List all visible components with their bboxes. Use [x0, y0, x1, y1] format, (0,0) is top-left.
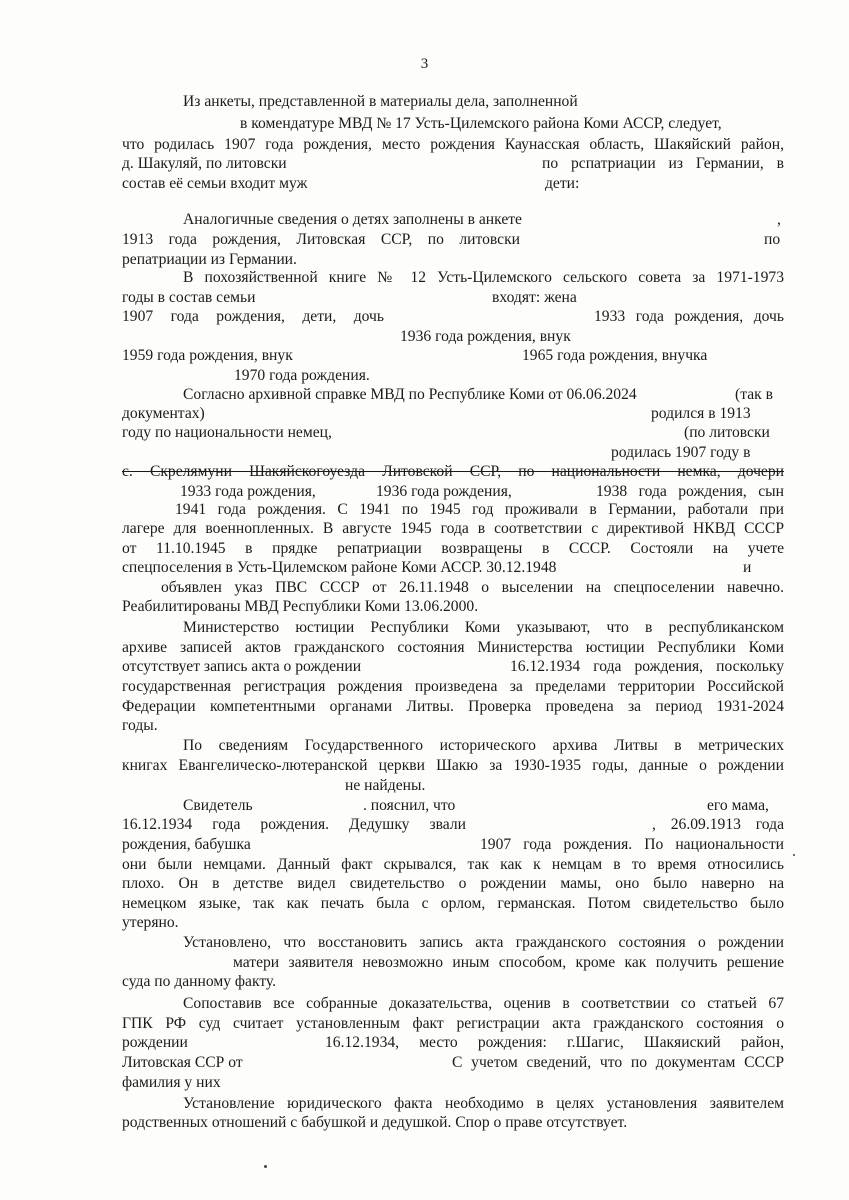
text-line: 1933 года рождения, дочь [594, 308, 784, 325]
text-line: . пояснил, что [363, 797, 456, 814]
text-line: утеряно. [122, 914, 179, 931]
text-line: (по литовски [684, 424, 770, 441]
text-line: по [764, 231, 781, 248]
text-line: книгах Евангелическо-лютеранской церкви Шакю за 1930-1935 годы, данные о рождении [122, 757, 784, 774]
text-line: с. Скрелямуни Шакяйскогоуезда Литовской ССР, по национальности немка, дочери [122, 463, 784, 480]
text-line: , 26.09.1913 года [652, 816, 784, 833]
text-line: архиве записей актов гражданского состояния Министерства юстиции Республики Коми [122, 639, 784, 656]
text-line: отсутствует запись акта о рождении [122, 658, 362, 675]
text-line: 1938 года рождения, сын [596, 483, 784, 500]
text-line: спецпоселения в Усть-Цилемском районе Коми АССР. 30.12.1948 [122, 559, 557, 576]
text-line: Сопоставив все собранные доказательства, оценив в соответствии со статьей 67 [183, 995, 784, 1012]
text-line: родился в 1913 [651, 405, 751, 422]
text-line: рождении [122, 1034, 188, 1051]
text-line: входят: жена [492, 289, 577, 306]
text-line: государственная регистрация рождения произведена за пределами территории Российской [122, 678, 784, 695]
text-line: его мама, [707, 797, 769, 814]
text-line: немецком языке, так как печать была с орлом, германская. Потом свидетельство было [122, 895, 784, 912]
text-line: рождения, бабушка [122, 836, 251, 853]
text-line: они были немцами. Данный факт скрывался, так как к немцам в то время относились [122, 856, 784, 873]
text-line: дети: [545, 175, 580, 192]
text-line: Реабилитированы МВД Республики Коми 13.06.2000. [122, 598, 479, 615]
text-line: суда по данному факту. [122, 973, 277, 990]
text-line: 1970 года рождения. [234, 367, 370, 384]
text-line: Министерство юстиции Республики Коми указывают, что в республиканском [183, 619, 784, 636]
text-line: в комендатуре МВД № 17 Усть-Цилемского района Коми АССР, следует, [240, 115, 722, 132]
text-line: ГПК РФ суд считает установленным факт регистрации акта гражданского состояния о [122, 1015, 784, 1032]
text-line: году по национальности немец, [122, 424, 332, 441]
text-line: Установлено, что восстановить запись акта гражданского состояния о рождении [183, 934, 784, 951]
text-line: (так в [735, 386, 773, 403]
text-line: По сведениям Государственного исторического архива Литвы в метрических [183, 737, 784, 754]
text-line: д. Шакуляй, по литовски [122, 155, 287, 172]
text-line: 16.12.1934 года рождения. Дедушку звали [122, 816, 466, 833]
text-line: не найдены. [345, 777, 426, 794]
text-line: 1959 года рождения, внук [122, 347, 293, 364]
scan-speck [264, 1165, 267, 1168]
text-line: Установление юридического факта необходимо в целях установления заявителем [183, 1095, 784, 1112]
text-line: фамилия у них [122, 1074, 221, 1091]
text-line: по рспатриации из Германии, в [542, 155, 784, 172]
text-line: что родилась 1907 года рождения, место рождения Каунасская область, Шакяйский район, [122, 136, 784, 153]
text-line: 1965 года рождения, внучка [522, 347, 708, 364]
text-line: С учетом сведений, что по документам СССР [452, 1054, 784, 1071]
text-line: Федерации компетентными органами Литвы. Проверка проведена за период 1931-2024 [122, 698, 784, 715]
text-line: матери заявителя невозможно иным способом, кроме как получить решение [233, 954, 784, 971]
page-number: 3 [420, 56, 429, 72]
text-line: и [743, 559, 752, 576]
text-line: годы в состав семьи [122, 289, 256, 306]
text-line: 1907 года рождения, дети, дочь [122, 308, 384, 325]
text-line: лагере для военнопленных. В августе 1945 года в соответствии с директивой НКВД СССР [122, 520, 784, 537]
text-line: репатриации из Германии. [122, 251, 297, 268]
text-line: объявлен указ ПВС СССР от 26.11.1948 о выселении на спецпоселении навечно. [161, 579, 784, 596]
text-line: плохо. Он в детстве видел свидетельство о рождении мамы, оно было наверно на [122, 875, 784, 892]
text-line: 1933 года рождения, [180, 483, 316, 500]
text-line: состав её семьи входит муж [122, 175, 308, 192]
text-line: 16.12.1934, место рождения: г.Шагис, Шакяиский район, [325, 1034, 784, 1051]
text-line: , [777, 211, 781, 228]
text-line: Из анкеты, представленной в материалы дела, заполненной [183, 93, 578, 110]
text-line: В похозяйственной книге № 12 Усть-Цилемского сельского совета за 1971-1973 [183, 269, 784, 286]
scan-speck [793, 854, 795, 856]
text-line: 1941 года рождения. С 1941 по 1945 год проживали в Германии, работали при [175, 501, 784, 518]
text-line: 16.12.1934 года рождения, поскольку [510, 658, 784, 675]
text-line: родственных отношений с бабушкой и дедушкой. Спор о праве отсутствует. [122, 1114, 628, 1131]
text-line: 1907 года рождения. По национальности [480, 836, 784, 853]
text-line: 1936 года рождения, внук [400, 328, 571, 345]
text-line: от 11.10.1945 в прядке репатриации возвращены в СССР. Состояли на учете [122, 540, 784, 557]
text-line: родилась 1907 году в [611, 444, 751, 461]
text-line: 1913 года рождения, Литовская ССР, по литовски [122, 231, 520, 248]
text-line: Литовская ССР от [122, 1054, 243, 1071]
text-line: документах) [122, 405, 205, 422]
text-line: Свидетель [183, 797, 253, 814]
text-line: 1936 года рождения, [376, 483, 512, 500]
text-line: годы. [122, 717, 158, 734]
text-line: Аналогичные сведения о детях заполнены в анкете [183, 211, 522, 228]
text-line: Согласно архивной справке МВД по Республике Коми от 06.06.2024 [183, 386, 637, 403]
